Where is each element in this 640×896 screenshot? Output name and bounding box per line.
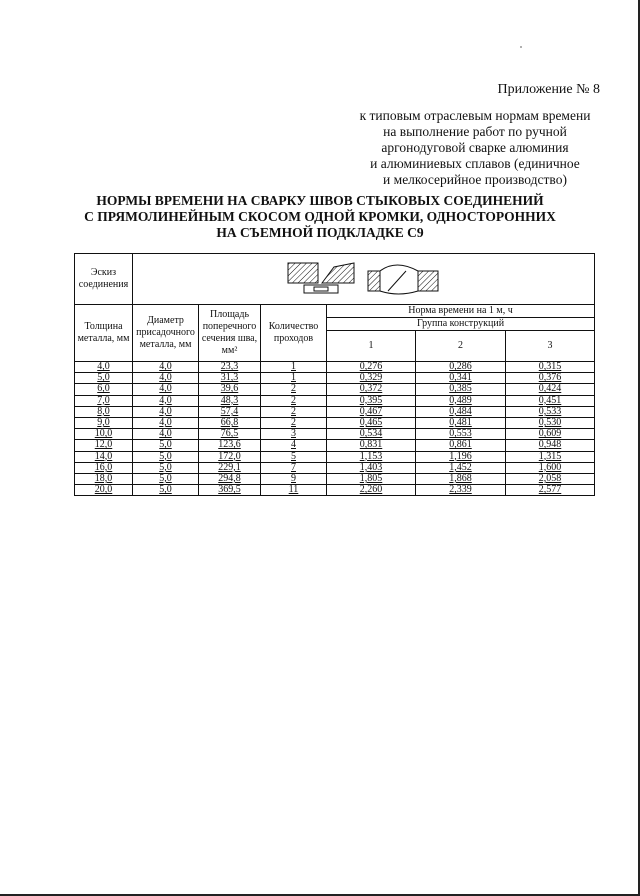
table-cell: 0,385 [416,384,506,395]
table-cell: 5,0 [133,485,199,496]
table-row [75,362,595,373]
table-cell: 369,5 [199,485,261,496]
table-cell: 172,0 [199,451,261,462]
table-cell: 1,315 [506,451,595,462]
table-cell: 294,8 [199,473,261,484]
table-cell: 5,0 [75,373,133,384]
table-cell: 5,0 [133,451,199,462]
table-cell: 1,196 [416,451,506,462]
table-cell: 2 [261,417,327,428]
table-cell: 0,553 [416,429,506,440]
table-cell: 4,0 [133,395,199,406]
group-3: 3 [506,331,595,362]
subtitle-line: аргонодуговой сварке алюминия [381,140,569,155]
table-cell: 4,0 [133,384,199,395]
table-cell: 4,0 [133,406,199,417]
subtitle-line: и алюминиевых сплавов (единичное [370,156,580,171]
table-cell: 0,424 [506,384,595,395]
table-cell: 23,3 [199,362,261,373]
table-cell: 1,600 [506,462,595,473]
table-cell: 48,3 [199,395,261,406]
norms-table [74,253,595,496]
table-cell: 4,0 [133,417,199,428]
appendix-number: Приложение № 8 [497,82,600,97]
subtitle-line: на выполнение работ по ручной [383,124,567,139]
table-cell: 0,286 [416,362,506,373]
table-cell: 0,489 [416,395,506,406]
table-cell: 1 [261,373,327,384]
table-cell: 5,0 [133,473,199,484]
col-norm: Норма времени на 1 м, ч [327,305,595,318]
table-cell: 4,0 [133,362,199,373]
table-cell: 9,0 [75,417,133,428]
table-cell: 123,6 [199,440,261,451]
group-1: 1 [327,331,416,362]
table-cell: 0,465 [327,417,416,428]
table-cell: 7 [261,462,327,473]
joint-sketch-icon [284,257,444,301]
table-cell: 2,577 [506,485,595,496]
table-cell: 8,0 [75,406,133,417]
table-cell: 1,452 [416,462,506,473]
joint-sketch [133,254,595,305]
table-cell: 0,534 [327,429,416,440]
table-cell: 0,467 [327,406,416,417]
table-cell: 16,0 [75,462,133,473]
table-cell: 1,403 [327,462,416,473]
table-cell: 4 [261,440,327,451]
table-row [75,429,595,440]
table-row [75,373,595,384]
table-cell: 0,372 [327,384,416,395]
table-cell: 1 [261,362,327,373]
table-row [75,451,595,462]
table-cell: 5 [261,451,327,462]
title-line: С ПРЯМОЛИНЕЙНЫМ СКОСОМ ОДНОЙ КРОМКИ, ОДНОСТОРОННИХ [84,209,556,224]
col-area: Площадь поперечного сечения шва, мм² [199,305,261,362]
table-cell: 5,0 [133,462,199,473]
table-cell: 39,6 [199,384,261,395]
table-cell: 2 [261,395,327,406]
table-cell: 66,8 [199,417,261,428]
group-2: 2 [416,331,506,362]
sketch-label: Эскиз соединения [75,254,133,305]
table-cell: 0,533 [506,406,595,417]
col-passes: Количество проходов [261,305,327,362]
table-row [75,417,595,428]
table-cell: 2 [261,406,327,417]
table-row [75,485,595,496]
table-cell: 10,0 [75,429,133,440]
document-title [60,193,580,241]
table-cell: 0,831 [327,440,416,451]
title-line: НА СЪЕМНОЙ ПОДКЛАДКЕ С9 [216,225,424,240]
table-cell: 4,0 [133,373,199,384]
table-cell: 11 [261,485,327,496]
table-cell: 0,376 [506,373,595,384]
table-cell: 1,868 [416,473,506,484]
table-cell: 2,339 [416,485,506,496]
table-row [75,406,595,417]
table-row [75,440,595,451]
table-cell: 57,4 [199,406,261,417]
table-cell: 0,341 [416,373,506,384]
title-line: НОРМЫ ВРЕМЕНИ НА СВАРКУ ШВОВ СТЫКОВЫХ СОЕДИНЕНИЙ [96,193,544,208]
table-cell: 6,0 [75,384,133,395]
table-cell: 20,0 [75,485,133,496]
col-diameter: Диаметр присадочного металла, мм [133,305,199,362]
table-cell: 1,805 [327,473,416,484]
col-group: Группа конструкций [327,318,595,331]
subtitle-line: и мелкосерийное производство) [383,172,567,187]
table-cell: 0,530 [506,417,595,428]
table-cell: 2,260 [327,485,416,496]
table-cell: 0,609 [506,429,595,440]
table-row [75,384,595,395]
table-cell: 18,0 [75,473,133,484]
table-cell: 14,0 [75,451,133,462]
table-cell: 0,315 [506,362,595,373]
scan-speck [520,46,522,48]
table-cell: 9 [261,473,327,484]
table-cell: 229,1 [199,462,261,473]
table-cell: 5,0 [133,440,199,451]
table-cell: 3 [261,429,327,440]
col-thickness: Толщина металла, мм [75,305,133,362]
table-cell: 0,329 [327,373,416,384]
table-cell: 2 [261,384,327,395]
table-row [75,462,595,473]
table-cell: 4,0 [75,362,133,373]
table-cell: 7,0 [75,395,133,406]
table-cell: 2,058 [506,473,595,484]
subtitle-line: к типовым отраслевым нормам времени [359,108,591,123]
table-row [75,473,595,484]
table-cell: 1,153 [327,451,416,462]
table-cell: 0,276 [327,362,416,373]
table-cell: 0,481 [416,417,506,428]
appendix-subtitle [335,108,615,188]
table-cell: 0,451 [506,395,595,406]
table-cell: 31,3 [199,373,261,384]
table-cell: 0,395 [327,395,416,406]
table-cell: 0,484 [416,406,506,417]
table-cell: 12,0 [75,440,133,451]
table-cell: 76,5 [199,429,261,440]
table-cell: 4,0 [133,429,199,440]
table-cell: 0,861 [416,440,506,451]
table-cell: 0,948 [506,440,595,451]
table-row [75,395,595,406]
